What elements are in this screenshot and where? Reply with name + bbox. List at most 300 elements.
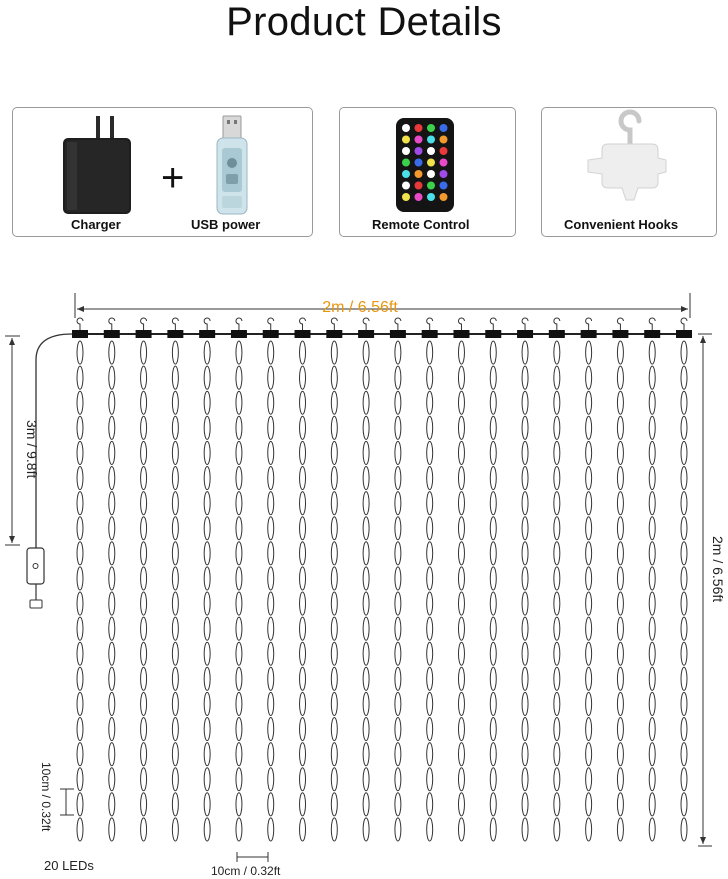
- led-bead: [427, 467, 433, 490]
- strand-clip: [612, 330, 628, 338]
- led-bead: [522, 567, 528, 590]
- led-bead: [617, 667, 623, 690]
- led-bead: [395, 341, 401, 364]
- led-bead: [236, 617, 242, 640]
- strand-clip: [453, 330, 469, 338]
- controller-box: [27, 548, 44, 584]
- led-bead: [331, 667, 337, 690]
- led-bead: [649, 818, 655, 841]
- led-bead: [77, 341, 83, 364]
- strand-clip: [358, 330, 374, 338]
- led-bead: [395, 743, 401, 766]
- led-bead: [458, 416, 464, 439]
- led-bead: [331, 492, 337, 515]
- strand-hook-icon: [109, 318, 115, 330]
- led-bead: [268, 467, 274, 490]
- led-bead: [490, 366, 496, 389]
- led-bead: [586, 467, 592, 490]
- led-bead: [331, 818, 337, 841]
- led-bead: [554, 592, 560, 615]
- led-bead: [554, 642, 560, 665]
- led-bead: [363, 793, 369, 816]
- remote-control-label: Remote Control: [372, 217, 470, 232]
- led-bead: [458, 667, 464, 690]
- led-bead: [331, 743, 337, 766]
- led-bead: [490, 617, 496, 640]
- led-bead: [458, 718, 464, 741]
- led-bead: [554, 692, 560, 715]
- usb-power-label: USB power: [191, 217, 261, 232]
- led-bead: [331, 366, 337, 389]
- led-bead: [141, 416, 147, 439]
- led-bead: [77, 366, 83, 389]
- led-bead: [649, 617, 655, 640]
- led-bead: [649, 441, 655, 464]
- led-bead: [236, 642, 242, 665]
- led-bead: [649, 692, 655, 715]
- strand-hook-icon: [681, 318, 687, 330]
- led-bead: [268, 592, 274, 615]
- led-bead: [395, 542, 401, 565]
- led-bead: [395, 517, 401, 540]
- led-bead: [77, 793, 83, 816]
- led-bead: [77, 617, 83, 640]
- led-bead: [268, 391, 274, 414]
- led-bead: [395, 667, 401, 690]
- led-bead: [458, 692, 464, 715]
- led-bead: [109, 768, 115, 791]
- led-bead: [268, 542, 274, 565]
- led-bead: [427, 492, 433, 515]
- led-bead: [395, 391, 401, 414]
- led-bead: [681, 642, 687, 665]
- led-bead: [300, 391, 306, 414]
- led-bead: [554, 617, 560, 640]
- led-bead: [490, 642, 496, 665]
- strand-clip: [422, 330, 438, 338]
- led-bead: [554, 567, 560, 590]
- led-bead: [490, 743, 496, 766]
- led-bead: [395, 768, 401, 791]
- led-bead: [458, 642, 464, 665]
- led-bead: [554, 667, 560, 690]
- led-bead: [649, 768, 655, 791]
- led-bead: [395, 567, 401, 590]
- led-bead: [649, 718, 655, 741]
- led-bead: [300, 467, 306, 490]
- led-bead: [681, 667, 687, 690]
- led-bead: [236, 793, 242, 816]
- led-bead: [204, 416, 210, 439]
- led-bead: [268, 692, 274, 715]
- led-bead: [681, 391, 687, 414]
- led-bead: [268, 416, 274, 439]
- led-bead: [204, 542, 210, 565]
- led-bead: [300, 542, 306, 565]
- led-bead: [236, 416, 242, 439]
- led-bead: [268, 818, 274, 841]
- led-bead: [141, 492, 147, 515]
- led-bead: [617, 743, 623, 766]
- led-bead: [300, 517, 306, 540]
- led-bead: [681, 743, 687, 766]
- led-bead: [458, 567, 464, 590]
- led-bead: [522, 768, 528, 791]
- led-bead: [458, 617, 464, 640]
- led-bead: [109, 492, 115, 515]
- led-bead: [236, 492, 242, 515]
- led-bead: [458, 441, 464, 464]
- led-bead: [649, 467, 655, 490]
- led-bead: [586, 542, 592, 565]
- strand-hook-icon: [554, 318, 560, 330]
- strand-clip: [72, 330, 88, 338]
- led-bead: [300, 743, 306, 766]
- led-bead: [681, 793, 687, 816]
- led-bead: [586, 818, 592, 841]
- led-bead: [586, 366, 592, 389]
- led-bead: [649, 492, 655, 515]
- led-bead: [554, 441, 560, 464]
- led-bead: [681, 768, 687, 791]
- led-bead: [268, 341, 274, 364]
- led-bead: [204, 366, 210, 389]
- led-bead: [300, 441, 306, 464]
- strand-clip: [326, 330, 342, 338]
- led-bead: [77, 492, 83, 515]
- led-bead: [236, 818, 242, 841]
- led-bead: [204, 517, 210, 540]
- led-bead: [554, 366, 560, 389]
- led-bead: [172, 492, 178, 515]
- led-bead: [141, 592, 147, 615]
- led-bead: [649, 366, 655, 389]
- led-bead: [331, 467, 337, 490]
- led-bead: [109, 366, 115, 389]
- led-bead: [363, 517, 369, 540]
- led-bead: [204, 592, 210, 615]
- led-bead: [109, 441, 115, 464]
- led-bead: [236, 517, 242, 540]
- led-bead: [236, 441, 242, 464]
- led-bead: [554, 793, 560, 816]
- led-bead: [331, 567, 337, 590]
- led-bead: [268, 718, 274, 741]
- led-bead: [427, 391, 433, 414]
- led-bead: [554, 768, 560, 791]
- led-bead: [300, 567, 306, 590]
- led-bead: [395, 492, 401, 515]
- led-bead: [172, 341, 178, 364]
- led-bead: [109, 341, 115, 364]
- led-bead: [109, 617, 115, 640]
- led-bead: [427, 692, 433, 715]
- led-bead: [586, 416, 592, 439]
- led-bead: [363, 718, 369, 741]
- led-bead: [172, 391, 178, 414]
- strand-clip: [390, 330, 406, 338]
- led-bead: [427, 642, 433, 665]
- led-bead: [141, 467, 147, 490]
- led-bead: [141, 642, 147, 665]
- led-bead: [522, 592, 528, 615]
- led-bead: [204, 793, 210, 816]
- led-bead: [586, 692, 592, 715]
- led-bead: [363, 768, 369, 791]
- led-bead: [236, 743, 242, 766]
- led-bead: [109, 567, 115, 590]
- led-bead: [681, 366, 687, 389]
- led-bead: [77, 416, 83, 439]
- led-bead: [617, 592, 623, 615]
- led-bead: [522, 366, 528, 389]
- led-bead: [331, 768, 337, 791]
- led-bead: [554, 542, 560, 565]
- led-bead: [141, 743, 147, 766]
- led-bead: [522, 743, 528, 766]
- led-bead: [331, 617, 337, 640]
- led-bead: [522, 642, 528, 665]
- led-bead: [236, 667, 242, 690]
- led-bead: [331, 642, 337, 665]
- led-bead: [141, 542, 147, 565]
- led-bead: [77, 768, 83, 791]
- strand-clip: [517, 330, 533, 338]
- led-bead: [522, 667, 528, 690]
- led-bead: [458, 366, 464, 389]
- led-bead: [586, 768, 592, 791]
- led-bead: [141, 517, 147, 540]
- led-bead: [617, 642, 623, 665]
- led-bead: [554, 818, 560, 841]
- led-bead: [172, 793, 178, 816]
- led-bead: [363, 441, 369, 464]
- led-bead: [490, 416, 496, 439]
- led-bead: [236, 366, 242, 389]
- led-bead: [490, 542, 496, 565]
- led-bead: [204, 567, 210, 590]
- led-bead: [172, 542, 178, 565]
- led-bead: [649, 517, 655, 540]
- led-bead: [458, 492, 464, 515]
- led-bead: [649, 793, 655, 816]
- led-bead: [681, 441, 687, 464]
- strand-hook-icon: [458, 318, 464, 330]
- led-bead: [204, 667, 210, 690]
- led-bead: [363, 567, 369, 590]
- led-bead: [77, 391, 83, 414]
- led-bead: [490, 517, 496, 540]
- led-bead: [490, 567, 496, 590]
- led-bead: [649, 642, 655, 665]
- led-bead: [331, 793, 337, 816]
- led-bead: [172, 467, 178, 490]
- led-bead: [490, 667, 496, 690]
- led-bead: [141, 567, 147, 590]
- led-bead: [77, 567, 83, 590]
- led-bead: [586, 743, 592, 766]
- plus-sign: +: [161, 156, 185, 200]
- led-bead: [204, 692, 210, 715]
- strand-clip: [549, 330, 565, 338]
- led-bead: [300, 667, 306, 690]
- width-dim-arrow-left: [77, 306, 84, 312]
- led-bead: [109, 692, 115, 715]
- led-bead: [395, 416, 401, 439]
- led-bead: [490, 793, 496, 816]
- led-bead: [681, 718, 687, 741]
- led-bead: [490, 768, 496, 791]
- led-bead: [554, 416, 560, 439]
- led-bead: [681, 592, 687, 615]
- led-bead: [554, 743, 560, 766]
- led-bead: [268, 366, 274, 389]
- led-bead: [204, 341, 210, 364]
- strand-clip: [581, 330, 597, 338]
- led-bead: [236, 542, 242, 565]
- led-bead: [268, 642, 274, 665]
- led-bead: [236, 718, 242, 741]
- led-bead: [395, 818, 401, 841]
- led-bead: [522, 542, 528, 565]
- led-bead: [331, 692, 337, 715]
- strand-clip: [231, 330, 247, 338]
- led-bead: [586, 617, 592, 640]
- led-bead: [331, 341, 337, 364]
- led-bead: [427, 517, 433, 540]
- led-count-label: 20 LEDs: [44, 858, 94, 873]
- led-bead: [458, 391, 464, 414]
- led-bead: [141, 793, 147, 816]
- led-bead: [617, 341, 623, 364]
- led-bead: [522, 416, 528, 439]
- strand-hook-icon: [331, 318, 337, 330]
- led-bead: [617, 567, 623, 590]
- led-bead: [458, 793, 464, 816]
- led-bead: [427, 718, 433, 741]
- led-bead: [268, 667, 274, 690]
- led-bead: [586, 341, 592, 364]
- strand-hook-icon: [204, 318, 210, 330]
- led-bead: [141, 818, 147, 841]
- led-bead: [268, 492, 274, 515]
- led-bead: [395, 592, 401, 615]
- led-bead: [490, 592, 496, 615]
- led-bead: [649, 542, 655, 565]
- led-bead: [363, 467, 369, 490]
- led-bead: [204, 617, 210, 640]
- led-bead: [427, 567, 433, 590]
- led-bead: [268, 617, 274, 640]
- led-bead: [141, 667, 147, 690]
- led-bead: [554, 391, 560, 414]
- led-bead: [141, 341, 147, 364]
- height-dimension-label: 2m / 6.56ft: [710, 536, 726, 603]
- led-bead: [268, 567, 274, 590]
- led-bead: [268, 517, 274, 540]
- led-bead: [109, 592, 115, 615]
- led-bead: [300, 793, 306, 816]
- led-bead: [490, 692, 496, 715]
- led-bead: [617, 366, 623, 389]
- led-bead: [300, 818, 306, 841]
- led-bead: [395, 718, 401, 741]
- led-bead: [204, 642, 210, 665]
- led-bead: [300, 617, 306, 640]
- led-bead: [141, 692, 147, 715]
- led-bead: [77, 441, 83, 464]
- led-bead: [458, 743, 464, 766]
- led-bead: [458, 592, 464, 615]
- led-bead: [427, 617, 433, 640]
- led-bead: [331, 542, 337, 565]
- led-bead: [649, 567, 655, 590]
- led-bead: [554, 492, 560, 515]
- led-bead: [522, 441, 528, 464]
- strand-clip: [199, 330, 215, 338]
- led-bead: [617, 416, 623, 439]
- led-bead: [427, 818, 433, 841]
- led-bead: [331, 592, 337, 615]
- led-bead: [395, 642, 401, 665]
- led-bead: [300, 416, 306, 439]
- led-bead: [109, 667, 115, 690]
- led-bead: [490, 341, 496, 364]
- led-bead: [586, 441, 592, 464]
- led-bead: [586, 517, 592, 540]
- led-bead: [141, 441, 147, 464]
- lead-cable: [36, 334, 72, 548]
- led-bead: [109, 642, 115, 665]
- led-bead: [141, 718, 147, 741]
- led-bead: [300, 768, 306, 791]
- led-bead: [617, 768, 623, 791]
- led-bead: [490, 391, 496, 414]
- led-bead: [300, 592, 306, 615]
- strand-clip: [485, 330, 501, 338]
- led-bead: [172, 642, 178, 665]
- led-bead: [427, 743, 433, 766]
- led-bead: [331, 718, 337, 741]
- led-bead: [586, 718, 592, 741]
- led-bead: [109, 793, 115, 816]
- led-bead: [77, 592, 83, 615]
- led-bead: [172, 768, 178, 791]
- led-bead: [490, 441, 496, 464]
- led-bead: [172, 441, 178, 464]
- led-bead: [617, 692, 623, 715]
- led-bead: [172, 818, 178, 841]
- led-bead: [522, 793, 528, 816]
- led-bead: [681, 492, 687, 515]
- led-bead: [141, 391, 147, 414]
- led-bead: [490, 818, 496, 841]
- led-bead: [109, 718, 115, 741]
- led-bead: [172, 743, 178, 766]
- led-bead: [331, 441, 337, 464]
- led-bead: [236, 341, 242, 364]
- led-bead: [77, 743, 83, 766]
- height-dim-arrow-top: [700, 336, 706, 343]
- led-bead: [268, 743, 274, 766]
- led-bead: [522, 341, 528, 364]
- strand-clip: [644, 330, 660, 338]
- strand-hook-icon: [141, 318, 147, 330]
- led-bead: [522, 718, 528, 741]
- convenient-hooks-label: Convenient Hooks: [564, 217, 679, 232]
- led-bead: [300, 692, 306, 715]
- led-bead: [649, 592, 655, 615]
